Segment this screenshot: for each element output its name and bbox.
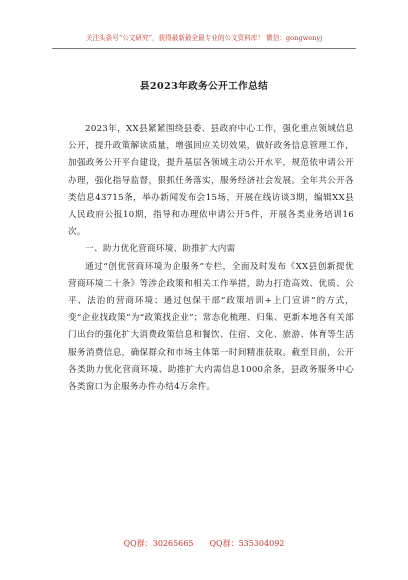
paragraph-intro: 2023年，XX县紧紧围绕县委、县政府中心工作，强化重点领域信息公开，提升政策解读质量，增强回应关切效果，做好政务信息管理工作，加强政务公开平台建设，提升基层各领域主动公开水平，规范依申请公开办理，强化指导监督，狠抓任务落实，服务经济社会发展。全年共公开各类信息43715条，举办新闻发布会15场，开展在线访谈3期，编辑XX县人民政府公报10期，指导和办理依申请公开5件，开展各类业务培训16次。 [68, 124, 354, 238]
section-heading: 一、助力优化营商环境、助推扩大内需 [85, 244, 236, 255]
footer-qq-group-1: QQ群：30265665 [123, 539, 194, 548]
header-divider [52, 48, 356, 49]
document-body [68, 121, 354, 396]
paragraph-section-1: 通过“创优营商环境为企服务”专栏，全面及时发布《XX县创新提优营商环境二十条》等涉企政策和相关工作举措，助力打造高效、优质、公平、法治的营商环境；通过包保干部“政策培训+上门宣讲”的方式，变“企业找政策”为“政策找企业”；常态化梳理、归集、更新本地各有关部门出台的强化扩大消费政策信息和餐饮、住宿、文化、旅游、体育等生活服务消费信息，确保群众和市场主体第一时间精准获取。截至目前，公开各类助力优化营商环境、助推扩大内需信息1000余条，县政务服务中心各类窗口为企服务办件办结4万余件。 [68, 261, 354, 393]
document-title: 县2023年政务公开工作总结 [139, 81, 269, 92]
footer-qq-group-2: QQ群：535304092 [209, 539, 285, 548]
footer-contacts [0, 538, 408, 550]
header-note: 关注头条号“公文研究”，获得最新最全最专业的公文资料库！ 微信：gongwenyj [85, 34, 323, 42]
